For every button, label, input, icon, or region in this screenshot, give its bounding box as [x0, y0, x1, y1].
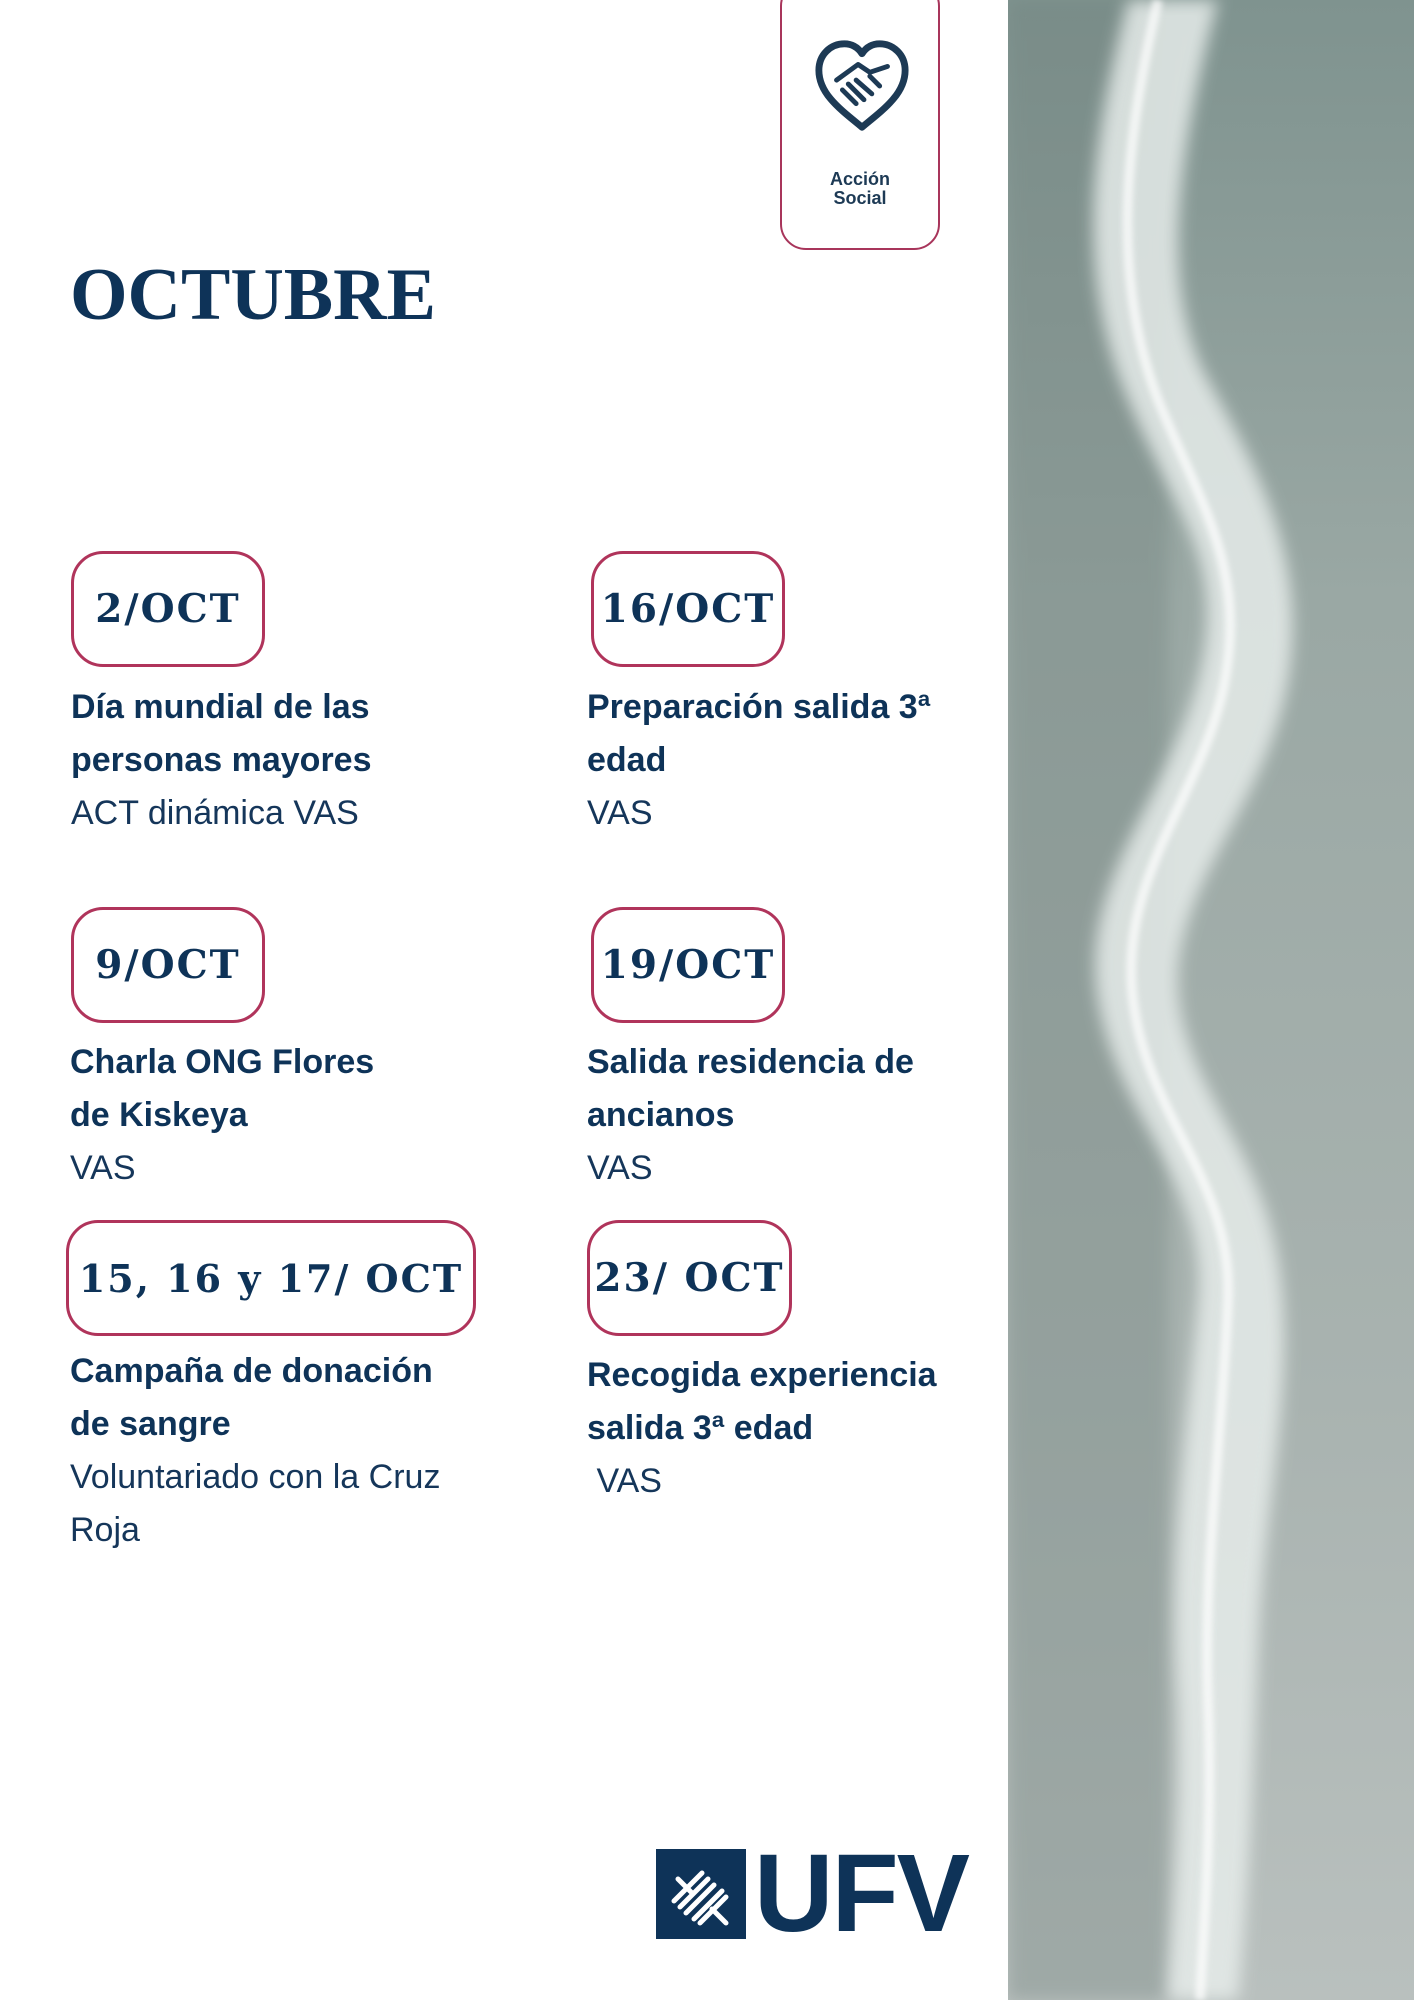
event-title — [587, 1349, 937, 1455]
wave-image — [1008, 0, 1414, 2000]
badge-label-line2: Social — [833, 188, 887, 208]
event-title-line: Día mundial de las — [71, 688, 370, 726]
event-title-line: Preparación salida 3ª — [587, 688, 931, 726]
event-date-pill: 2/OCT — [71, 551, 265, 667]
event-title-line: Campaña de donación — [70, 1352, 433, 1390]
event-title-line: Recogida experiencia — [587, 1356, 937, 1394]
badge-label-line1: Acción — [829, 169, 890, 189]
event-subtitle: VAS — [587, 794, 653, 832]
event-subtitle-line: Voluntariado con la Cruz — [70, 1458, 441, 1496]
event-title — [587, 1036, 914, 1142]
event-date-pill: 9/OCT — [71, 907, 265, 1023]
event-subtitle — [70, 1451, 440, 1557]
ufv-logo-mark — [656, 1849, 746, 1939]
event-subtitle: ACT dinámica VAS — [71, 794, 359, 832]
event-date-pill: 16/OCT — [591, 551, 785, 667]
event-title-line: Salida residencia de — [587, 1043, 914, 1081]
event-subtitle: VAS — [587, 1462, 662, 1500]
event-title-line: Charla ONG Flores — [70, 1043, 375, 1081]
event-title-line: de Kiskeya — [70, 1096, 248, 1134]
ufv-logo-text: UFV — [754, 1832, 968, 1955]
event-title — [70, 1345, 433, 1451]
event-title — [70, 1036, 374, 1142]
month-title: OCTUBRE — [70, 254, 436, 336]
side-photo — [1008, 0, 1414, 2000]
event-title-line: edad — [587, 741, 667, 779]
event-subtitle: VAS — [587, 1149, 653, 1187]
event-date-pill: 19/OCT — [591, 907, 785, 1023]
event-date-pill: 15, 16 y 17/ OCT — [66, 1220, 476, 1336]
event-subtitle-line: Roja — [70, 1511, 140, 1549]
event-title — [71, 681, 372, 787]
event-title-line: salida 3ª edad — [587, 1409, 814, 1447]
event-title-line: de sangre — [70, 1405, 231, 1443]
heart-handshake-icon — [813, 36, 911, 136]
badge-label — [782, 170, 938, 208]
accion-social-badge — [780, 0, 940, 250]
event-title-line: ancianos — [587, 1096, 735, 1134]
event-title — [587, 681, 930, 787]
event-date-pill: 23/ OCT — [587, 1220, 792, 1336]
event-title-line: personas mayores — [71, 741, 372, 779]
event-subtitle: VAS — [70, 1149, 136, 1187]
